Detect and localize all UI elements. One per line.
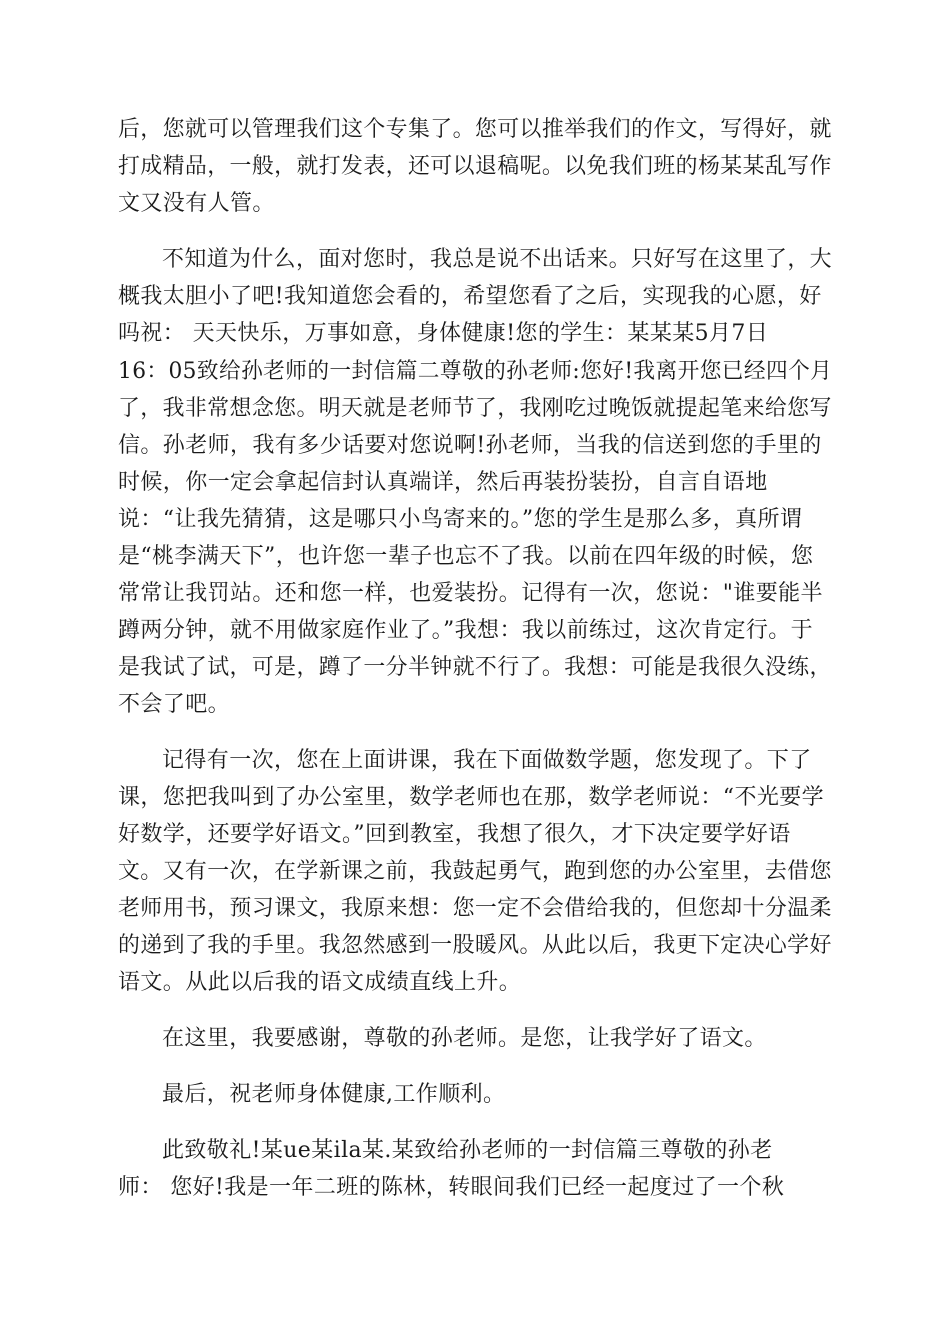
text-line: 常常让我罚站。还和您一样，也爱装扮。记得有一次，您说："谁要能半 xyxy=(118,581,823,606)
text-line: 不会了吧。 xyxy=(118,692,231,717)
text-line: 是我试了试，可是，蹲了一分半钟就不行了。我想：可能是我很久没练， xyxy=(118,655,832,680)
text-line: 了，我非常想念您。明天就是老师节了，我刚吃过晚饭就提起笔来给您写 xyxy=(118,396,832,421)
text-line: 不知道为什么，面对您时，我总是说不出话来。只好写在这里了，大 xyxy=(162,247,832,272)
text-line: 课，您把我叫到了办公室里，数学老师也在那，数学老师说：“不光要学 xyxy=(118,785,825,810)
text-line: 记得有一次，您在上面讲课，我在下面做数学题，您发现了。下了 xyxy=(162,748,812,773)
text-line: 是“桃李满天下”，也许您一辈子也忘不了我。以前在四年级的时候，您 xyxy=(118,544,814,569)
text-line: 吗祝： 天天快乐，万事如意，身体健康!您的学生：某某某5月7日 xyxy=(118,321,769,346)
text-line: 的递到了我的手里。我忽然感到一股暖风。从此以后，我更下定决心学好 xyxy=(118,933,832,958)
text-line: 语文。从此以后我的语文成绩直线上升。 xyxy=(118,970,522,995)
text-line: 蹲两分钟，就不用做家庭作业了。”我想：我以前练过，这次肯定行。于 xyxy=(118,618,814,643)
text-line: 老师用书，预习课文，我原来想：您一定不会借给我的，但您却十分温柔 xyxy=(118,896,832,921)
text-line: 最后，祝老师身体健康,工作顺利。 xyxy=(162,1082,506,1107)
text-line: 时候，你一定会拿起信封认真端详，然后再装扮装扮，自言自语地 xyxy=(118,470,768,495)
text-line: 师： 您好!我是一年二班的陈林，转眼间我们已经一起度过了一个秋 xyxy=(118,1175,785,1200)
text-line: 好数学，还要学好语文。”回到教室，我想了很久，才下决定要学好语 xyxy=(118,822,791,847)
text-line: 概我太胆小了吧!我知道您会看的，希望您看了之后，实现我的心愿，好 xyxy=(118,284,822,309)
text-line: 在这里，我要感谢，尊敬的孙老师。是您，让我学好了语文。 xyxy=(162,1026,767,1051)
text-line: 16：05致给孙老师的一封信篇二尊敬的孙老师:您好!我离开您已经四个月 xyxy=(118,359,833,384)
text-line: 打成精品，一般，就打发表，还可以退稿呢。以免我们班的杨某某乱写作 xyxy=(118,154,832,179)
text-line: 文。又有一次，在学新课之前，我鼓起勇气，跑到您的办公室里，去借您 xyxy=(118,859,832,884)
text-line: 此致敬礼!某ue某ila某.某致给孙老师的一封信篇三尊敬的孙老 xyxy=(162,1138,773,1163)
text-line: 说：“让我先猜猜，这是哪只小鸟寄来的。”您的学生是那么多，真所谓 xyxy=(118,507,803,532)
text-line: 后，您就可以管理我们这个专集了。您可以推举我们的作文，写得好，就 xyxy=(118,117,832,142)
text-line: 信。孙老师，我有多少话要对您说啊!孙老师，当我的信送到您的手里的 xyxy=(118,433,822,458)
text-line: 文又没有人管。 xyxy=(118,191,275,216)
